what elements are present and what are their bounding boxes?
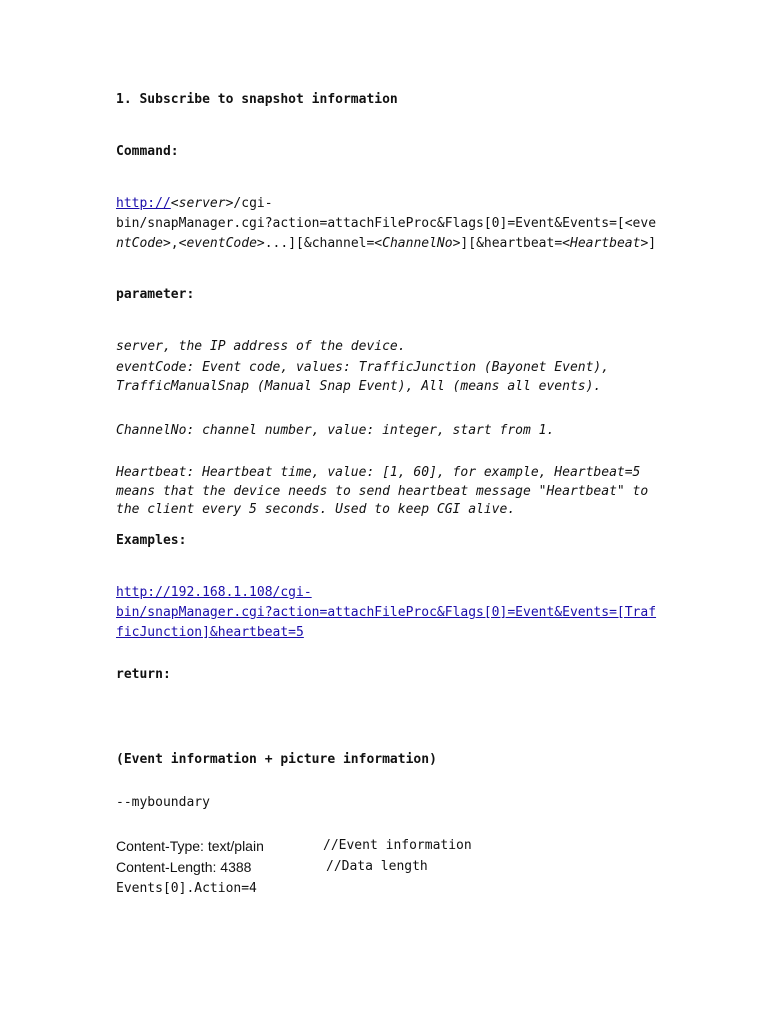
content-type-comment: //Event information [323,838,472,853]
event-info-heading: (Event information + picture information) [116,752,437,767]
parameter-label: parameter: [116,287,195,302]
command-url-heartbeat: >][&heartbeat=< [452,236,570,251]
content-length-comment: //Data length [326,859,428,874]
eventcode-placeholder: eventCode [186,236,257,251]
command-url-channel: >...][&channel=< [256,236,383,251]
content-length-line: Content-Length: 4388 [116,859,252,875]
param-eventcode-line1: eventCode: Event code, values: TrafficJunction (Bayonet Event), [116,360,610,375]
channelno-placeholder: ChannelNo [382,236,453,251]
return-label: return: [116,667,171,682]
section-heading: 1. Subscribe to snapshot information [116,92,398,107]
example-url[interactable] [116,583,661,643]
param-channelno: ChannelNo: channel number, value: integer, start from 1. [116,423,555,438]
example-url-line1[interactable]: http://192.168.1.108/cgi- [116,585,312,600]
command-url-part: /cgi- [233,196,273,211]
example-url-line2[interactable]: bin/snapManager.cgi?action=attachFileProc&Flags[0]=Event&Events=[Traf [116,605,657,620]
command-url-sep: >,< [162,236,187,251]
param-heartbeat-line1: Heartbeat: Heartbeat time, value: [1, 60], for example, Heartbeat=5 [116,465,641,480]
param-heartbeat-line3: the client every 5 seconds. Used to keep CGI alive. [116,502,516,517]
command-url-end: >] [640,236,657,251]
command-url-line2: bin/snapManager.cgi?action=attachFileProc&Flags[0]=Event&Events=[<eve [116,216,657,231]
boundary-line: --myboundary [116,795,210,810]
param-eventcode-line2: TrafficManualSnap (Manual Snap Event), All (means all events). [116,379,602,394]
param-heartbeat-line2: means that the device needs to send heartbeat message "Heartbeat" to [116,484,649,499]
example-url-line3[interactable]: ficJunction]&heartbeat=5 [116,625,304,640]
command-url[interactable] [116,194,661,254]
command-label: Command: [116,144,179,159]
heartbeat-placeholder: Heartbeat [570,236,641,251]
command-url-link[interactable]: http:// [116,196,171,211]
events-action-line: Events[0].Action=4 [116,881,257,896]
examples-label: Examples: [116,533,187,548]
content-type-line: Content-Type: text/plain [116,838,264,854]
param-server: server, the IP address of the device. [116,339,406,354]
eventcode-placeholder-tail: ntCode [116,236,163,251]
server-placeholder: <server> [170,196,234,211]
